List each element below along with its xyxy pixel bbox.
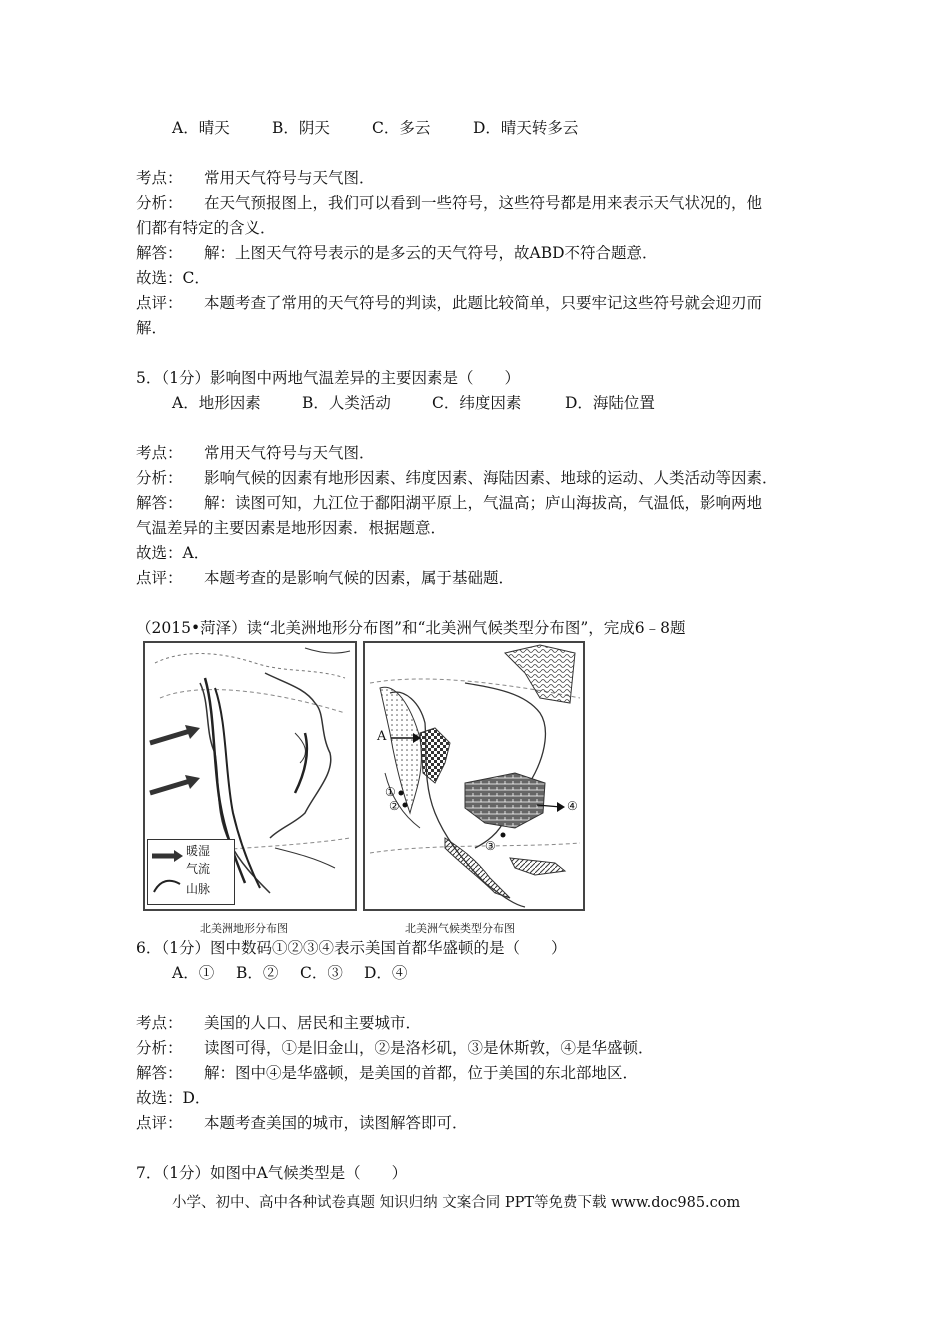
label-jieda: 解答： [136, 1064, 183, 1082]
q6-option-d: D．④ [364, 964, 408, 982]
q4-options [172, 118, 578, 138]
q5-options [172, 393, 655, 413]
climate-marker-4: ④ [567, 799, 578, 813]
q4-option-d: D．晴天转多云 [473, 119, 579, 137]
q6-stem: 6．（1分）图中数码①②③④表示美国首都华盛顿的是（ ） [136, 939, 567, 957]
q5-jieda [136, 493, 762, 513]
north-america-climate-map [363, 641, 585, 911]
label-dianping: 点评： [136, 569, 183, 587]
terrain-map-legend [147, 839, 235, 905]
q4-option-c: C．多云 [372, 119, 431, 137]
terrain-map-caption: 北美洲地形分布图 [200, 922, 288, 935]
q6-kaodian [136, 1013, 421, 1033]
page-footer: 小学、初中、高中各种试卷真题 知识归纳 文案合同 PPT等免费下载 www.doc985.com [172, 1195, 741, 1211]
q5-fenxi [136, 468, 778, 488]
legend-flow-label-1: 暖湿 [186, 844, 211, 858]
climate-map-caption: 北美洲气候类型分布图 [405, 922, 515, 935]
q6-dianping-text: 本题考查美国的城市，读图解答即可． [204, 1114, 468, 1132]
q5-option-a: A．地形因素 [172, 394, 261, 412]
q5-dianping [136, 568, 514, 588]
q6-option-a: A．① [172, 964, 215, 982]
label-kaodian: 考点： [136, 169, 183, 187]
label-fenxi: 分析： [136, 194, 183, 212]
label-fenxi: 分析： [136, 469, 183, 487]
q4-fenxi-text-1: 在天气预报图上，我们可以看到一些符号，这些符号都是用来表示天气状况的，他 [204, 194, 763, 212]
climate-marker-3: ③ [485, 839, 496, 853]
q6-kaodian-text: 美国的人口、居民和主要城市． [204, 1014, 422, 1032]
q4-option-a: A．晴天 [172, 119, 230, 137]
label-kaodian: 考点： [136, 444, 183, 462]
legend-mountain-label: 山脉 [186, 882, 211, 896]
q4-answer: 故选：C． [136, 269, 210, 287]
q5-jieda-text-2: 气温差异的主要因素是地形因素．根据题意． [136, 519, 447, 537]
label-dianping: 点评： [136, 1114, 183, 1132]
q4-dianping-text-1: 本题考查了常用的天气符号的判读，此题比较简单，只要牢记这些符号就会迎刃而 [204, 294, 763, 312]
q6-option-b: B．② [236, 964, 279, 982]
q6-jieda-text: 解：图中④是华盛顿，是美国的首都，位于美国的东北部地区． [204, 1064, 639, 1082]
q4-option-b: B．阴天 [272, 119, 330, 137]
q4-dianping [136, 293, 762, 313]
label-kaodian: 考点： [136, 1014, 183, 1032]
q6-option-c: C．③ [300, 964, 343, 982]
north-america-terrain-map [143, 641, 357, 911]
q7-stem: 7．（1分）如图中A气候类型是（ ） [136, 1164, 408, 1182]
climate-marker-2: ② [389, 799, 400, 813]
label-jieda: 解答： [136, 244, 183, 262]
q4-fenxi-text-2: 们都有特定的含义． [136, 219, 276, 237]
q6-dianping [136, 1113, 468, 1133]
q4-kaodian-text: 常用天气符号与天气图． [204, 169, 375, 187]
q5-fenxi-text: 影响气候的因素有地形因素、纬度因素、海陆因素、地球的运动、人类活动等因素． [204, 469, 778, 487]
climate-map-drawing [365, 643, 583, 909]
q5-kaodian [136, 443, 375, 463]
label-dianping: 点评： [136, 294, 183, 312]
q6-fenxi [136, 1038, 654, 1058]
q5-jieda-text-1: 解：读图可知，九江位于鄱阳湖平原上，气温高；庐山海拔高，气温低，影响两地 [204, 494, 763, 512]
label-fenxi: 分析： [136, 1039, 183, 1057]
q5-stem: 5．（1分）影响图中两地气温差异的主要因素是（ ） [136, 369, 520, 387]
q4-fenxi [136, 193, 762, 213]
q6-answer: 故选：D． [136, 1089, 211, 1107]
q6-fenxi-text: 读图可得，①是旧金山，②是洛杉矶，③是休斯敦，④是华盛顿． [204, 1039, 654, 1057]
q4-dianping-text-2: 解． [136, 319, 168, 337]
q4-kaodian [136, 168, 375, 188]
q4-jieda-text: 解：上图天气符号表示的是多云的天气符号，故ABD不符合题意． [204, 244, 658, 262]
q6-options [172, 963, 407, 983]
label-jieda: 解答： [136, 494, 183, 512]
q5-kaodian-text: 常用天气符号与天气图． [204, 444, 375, 462]
q6-8-intro: （2015•菏泽）读“北美洲地形分布图”和“北美洲气候类型分布图”，完成6﹣8题 [136, 619, 686, 637]
q4-jieda [136, 243, 658, 263]
q5-option-d: D．海陆位置 [565, 394, 655, 412]
climate-marker-1: ① [385, 785, 396, 799]
q5-option-c: C．纬度因素 [432, 394, 522, 412]
q5-option-b: B．人类活动 [302, 394, 391, 412]
legend-flow-label-2: 气流 [186, 862, 211, 876]
q6-jieda [136, 1063, 638, 1083]
q5-dianping-text: 本题考查的是影响气候的因素，属于基础题． [204, 569, 515, 587]
legend-symbols [150, 842, 184, 902]
q5-answer: 故选：A． [136, 544, 210, 562]
climate-map-label-a: A [377, 729, 387, 744]
